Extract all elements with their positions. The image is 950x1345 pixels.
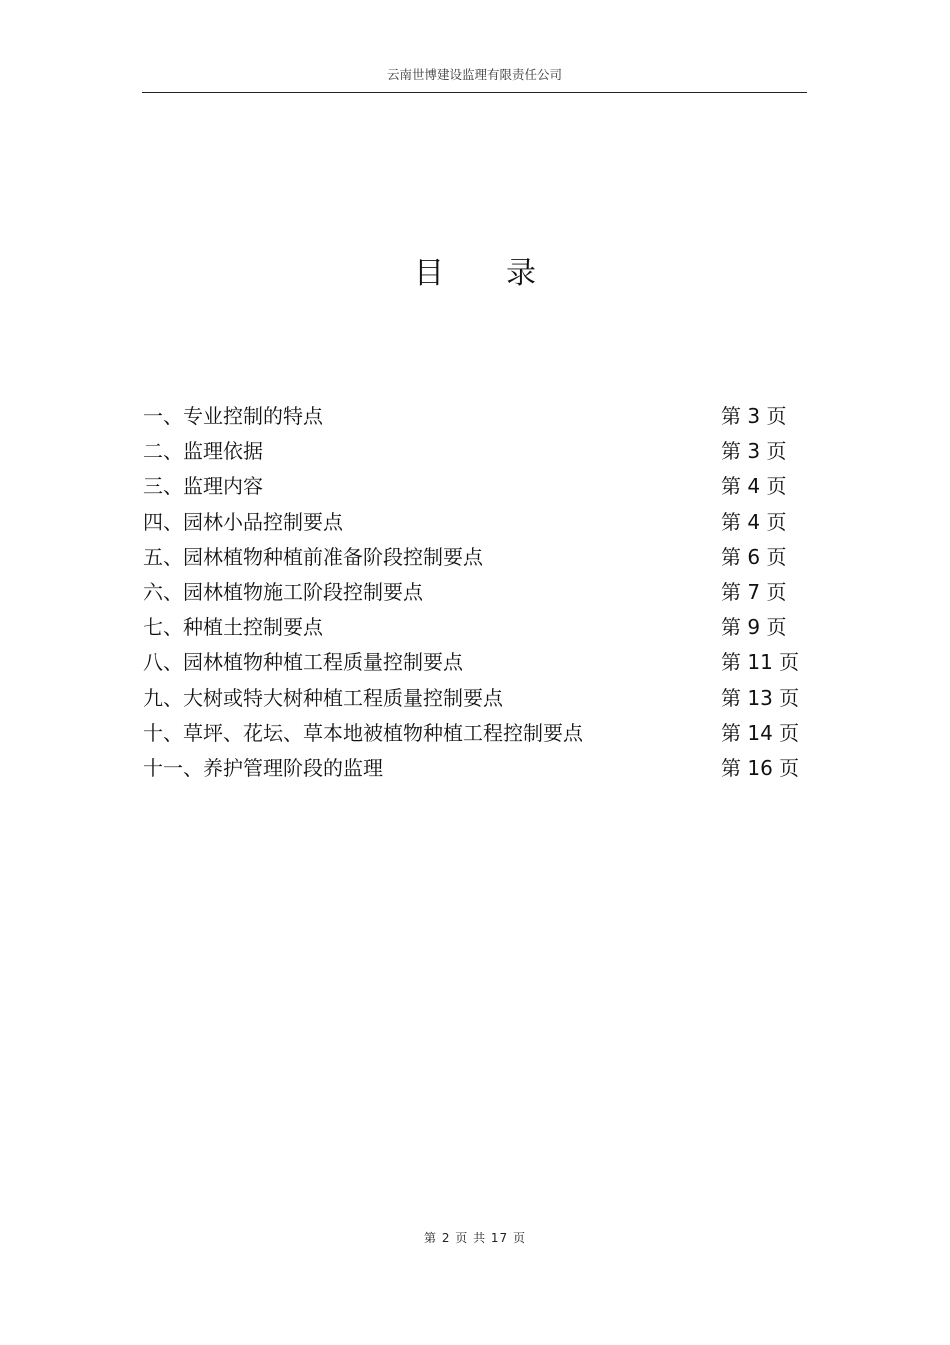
toc-entry[interactable]	[143, 575, 813, 610]
toc-entry-page: 第 4 页	[721, 474, 787, 499]
header-company-name: 云南世博建设监理有限责任公司	[386, 67, 562, 82]
toc-entry-page: 第 3 页	[721, 404, 787, 428]
toc-entry-page: 第 6 页	[721, 544, 787, 569]
toc-entry[interactable]	[143, 399, 813, 434]
toc-entry[interactable]	[143, 681, 813, 716]
title-char-1: 目	[414, 256, 444, 291]
toc-entry-page: 第 11 页	[721, 650, 800, 675]
toc-entry[interactable]	[143, 434, 813, 469]
toc-entry-page: 第 7 页	[721, 579, 787, 604]
toc-entry[interactable]	[143, 540, 813, 575]
toc-entry-title: 八、园林植物种植工程质量控制要点	[143, 650, 463, 675]
title-char-2: 录	[506, 256, 536, 291]
toc-entry[interactable]	[143, 610, 813, 645]
toc-entry-page: 第 16 页	[721, 755, 800, 780]
table-of-contents	[143, 399, 813, 786]
toc-entry[interactable]	[143, 645, 813, 680]
toc-entry[interactable]	[143, 716, 813, 751]
toc-entry-page: 第 3 页	[721, 439, 787, 464]
page-number-text: 第 2 页 共 17 页	[424, 1231, 526, 1245]
toc-entry[interactable]	[143, 469, 813, 504]
toc-entry-page: 第 14 页	[721, 720, 800, 745]
toc-entry-page: 第 4 页	[721, 509, 787, 534]
toc-entry-title: 五、园林植物种植前准备阶段控制要点	[143, 544, 483, 569]
page-footer	[0, 1229, 950, 1247]
toc-entry-title: 十、草坪、花坛、草本地被植物种植工程控制要点	[143, 720, 583, 745]
page-title	[0, 252, 950, 296]
toc-entry-title: 三、监理内容	[143, 474, 263, 499]
toc-entry-page: 第 13 页	[721, 685, 800, 710]
toc-entry-title: 四、园林小品控制要点	[143, 509, 343, 534]
toc-entry-title: 一、专业控制的特点	[143, 404, 323, 428]
toc-entry-page: 第 9 页	[721, 615, 787, 640]
toc-entry-title: 十一、养护管理阶段的监理	[143, 755, 383, 780]
toc-entry-title: 六、园林植物施工阶段控制要点	[143, 579, 423, 604]
toc-entry[interactable]	[143, 751, 813, 786]
toc-entry-title: 七、种植土控制要点	[143, 615, 323, 640]
toc-entry[interactable]	[143, 505, 813, 540]
page-header	[142, 66, 807, 93]
toc-entry-title: 二、监理依据	[143, 439, 263, 464]
toc-entry-title: 九、大树或特大树种植工程质量控制要点	[143, 685, 503, 710]
